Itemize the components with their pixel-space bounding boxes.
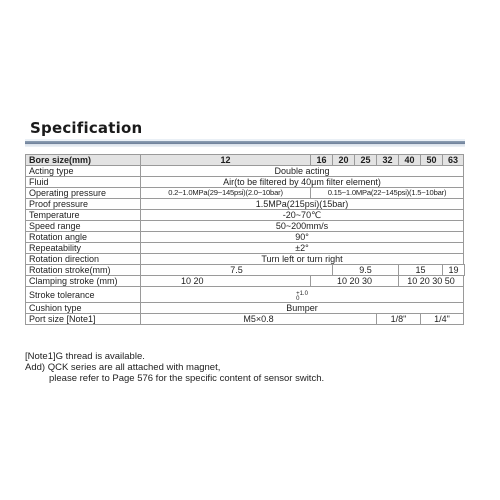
cell-value: 7.5 <box>141 265 333 276</box>
table-row-repeatability <box>26 243 465 254</box>
title-underline-bar <box>25 139 465 147</box>
cell-value: 19 <box>443 265 465 276</box>
cell-value: 10 20 30 <box>311 276 399 287</box>
table-row-proof-pressure <box>26 199 465 210</box>
row-label: Port size [Note1] <box>26 314 141 325</box>
row-label: Rotation angle <box>26 232 141 243</box>
note-line: [Note1]G thread is available. <box>25 351 145 362</box>
note-line: Add) QCK series are all attached with magnet, <box>25 362 221 373</box>
bore-value: 12 <box>141 155 311 166</box>
cell-value: 1/8" <box>377 314 421 325</box>
row-label: Speed range <box>26 221 141 232</box>
table-row-rotation-angle <box>26 232 465 243</box>
cell-value: 10 20 30 50 <box>399 276 464 287</box>
cell-value: -20~70℃ <box>141 210 464 221</box>
cell-value: Bumper <box>141 303 464 314</box>
note-line: please refer to Page 576 for the specific content of sensor switch. <box>49 373 325 384</box>
bore-value: 16 <box>311 155 333 166</box>
table-row-rotation-stroke <box>26 265 465 276</box>
table-row-rotation-direction <box>26 254 465 265</box>
row-label: Bore size(mm) <box>26 155 141 166</box>
cell-value: M5×0.8 <box>141 314 377 325</box>
bore-value: 40 <box>399 155 421 166</box>
tolerance-minus: 0 <box>296 296 300 302</box>
cell-value: Turn left or turn right <box>141 254 464 265</box>
table-row-clamping-stroke <box>26 276 465 287</box>
cell-value: 0.2~1.0MPa(29~145psi)(2.0~10bar) <box>141 188 311 199</box>
row-label: Cushion type <box>26 303 141 314</box>
table-row-temperature <box>26 210 465 221</box>
table-row-stroke-tolerance <box>26 287 465 303</box>
page-title: Specification <box>30 119 143 137</box>
table-row-port-size <box>26 314 465 325</box>
bore-value: 32 <box>377 155 399 166</box>
row-label: Repeatability <box>26 243 141 254</box>
tolerance-plus: +1.0 <box>296 291 308 297</box>
row-label: Stroke tolerance <box>26 287 141 303</box>
cell-value: 1/4" <box>421 314 464 325</box>
row-label: Acting type <box>26 166 141 177</box>
row-label: Rotation direction <box>26 254 141 265</box>
row-label: Temperature <box>26 210 141 221</box>
tolerance-value <box>296 292 308 302</box>
table-row-speed-range <box>26 221 465 232</box>
cell-value: Air(to be filtered by 40μm filter element) <box>141 177 464 188</box>
row-label: Fluid <box>26 177 141 188</box>
cell-value: 10 20 <box>141 276 311 287</box>
cell-value: 90° <box>141 232 464 243</box>
bore-value: 63 <box>443 155 464 166</box>
table-row-fluid <box>26 177 465 188</box>
specification-table <box>25 154 465 325</box>
table-row-cushion-type <box>26 303 465 314</box>
table-row-bore-size <box>26 155 465 166</box>
cell-value: 1.5MPa(215psi)(15bar) <box>141 199 464 210</box>
bore-value: 20 <box>333 155 355 166</box>
cell-value: 50~200mm/s <box>141 221 464 232</box>
table-row-acting-type <box>26 166 465 177</box>
cell-value: 0.15~1.0MPa(22~145psi)(1.5~10bar) <box>311 188 464 199</box>
cell-value: ±2° <box>141 243 464 254</box>
row-label: Proof pressure <box>26 199 141 210</box>
cell-value: 15 <box>399 265 443 276</box>
notes-block <box>25 351 324 384</box>
row-label: Rotation stroke(mm) <box>26 265 141 276</box>
cell-value: Double acting <box>141 166 464 177</box>
table-row-operating-pressure <box>26 188 465 199</box>
row-label: Operating pressure <box>26 188 141 199</box>
cell-value <box>141 287 464 303</box>
cell-value: 9.5 <box>333 265 399 276</box>
row-label: Clamping stroke (mm) <box>26 276 141 287</box>
bore-value: 25 <box>355 155 377 166</box>
bore-value: 50 <box>421 155 443 166</box>
